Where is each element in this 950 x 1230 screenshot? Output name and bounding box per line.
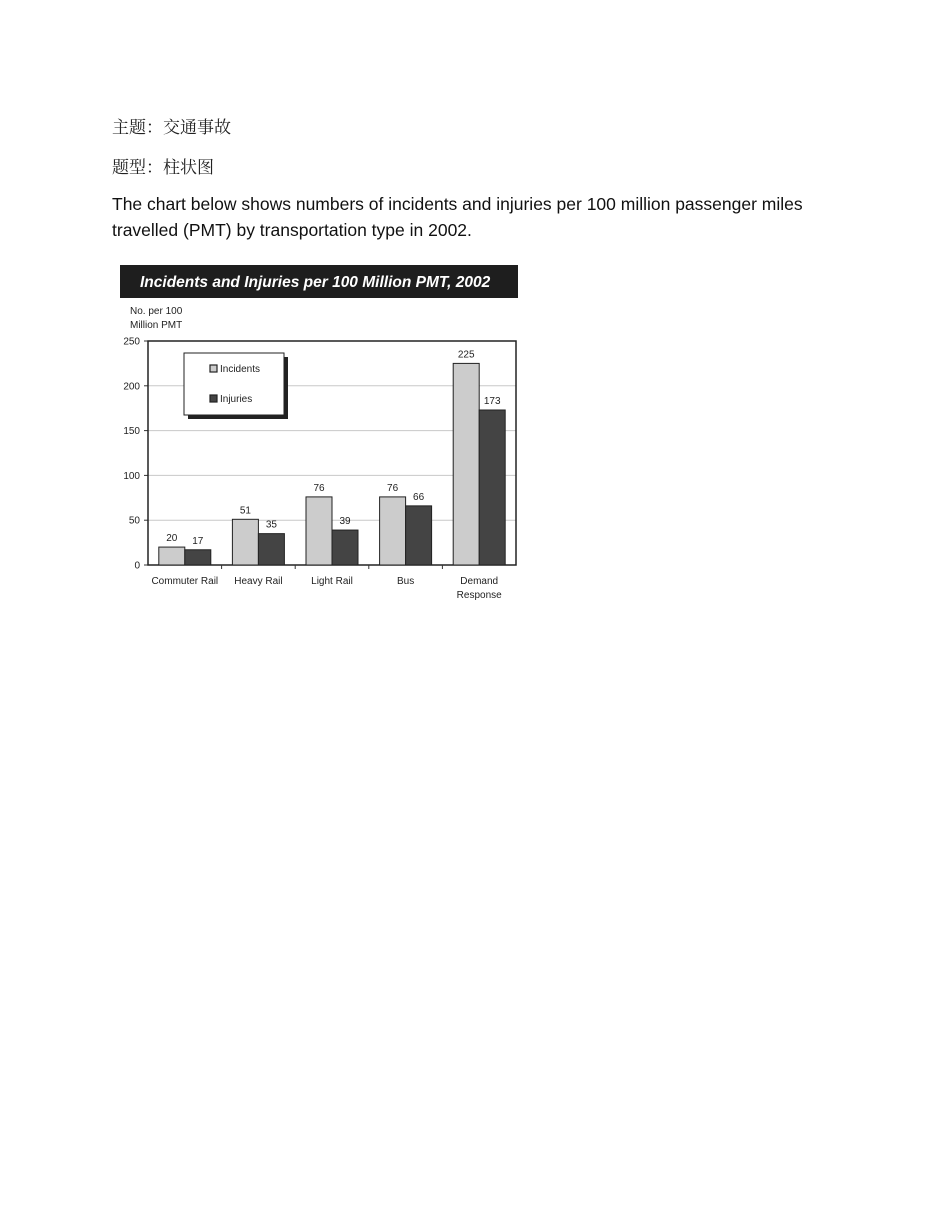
question-type-value: 柱状图 xyxy=(163,158,214,178)
y-axis-label: Million PMT xyxy=(130,320,183,331)
data-label: 173 xyxy=(483,395,501,407)
x-tick-label: Response xyxy=(456,590,502,601)
x-tick-label: Commuter Rail xyxy=(151,576,219,587)
bar-injuries xyxy=(406,506,432,565)
data-label: 39 xyxy=(339,516,351,528)
y-axis-label: No. per 100 xyxy=(130,306,183,317)
y-tick-label: 250 xyxy=(123,336,140,348)
data-label: 17 xyxy=(192,535,204,547)
data-label: 225 xyxy=(457,349,475,361)
bar-injuries xyxy=(332,530,358,565)
question-type-label: 题型： xyxy=(112,158,163,178)
y-tick-label: 0 xyxy=(134,560,140,572)
legend-swatch-injuries xyxy=(210,395,217,402)
data-label: 35 xyxy=(265,519,277,531)
x-tick-label: Heavy Rail xyxy=(234,576,283,587)
bar-injuries xyxy=(479,410,505,565)
chart-container xyxy=(120,265,520,605)
intro-text: The chart below shows numbers of incidents and injuries per 100 million passenger miles travelled (PMT) by transportation type in 2002. xyxy=(112,194,803,240)
legend-label-incidents: Incidents xyxy=(220,364,261,375)
bar-incidents xyxy=(306,497,332,565)
bar-chart xyxy=(120,265,520,605)
bar-incidents xyxy=(453,363,479,565)
x-tick-label: Bus xyxy=(396,576,415,587)
question-type-line xyxy=(112,153,214,178)
legend-box xyxy=(184,353,284,415)
legend-label-injuries: Injuries xyxy=(220,394,253,405)
bar-injuries xyxy=(185,550,211,565)
data-label: 76 xyxy=(313,482,325,494)
bar-incidents xyxy=(159,547,185,565)
topic-value: 交通事故 xyxy=(163,118,231,138)
data-label: 20 xyxy=(166,533,178,545)
bar-injuries xyxy=(258,534,284,565)
topic-line xyxy=(112,113,231,138)
y-tick-label: 50 xyxy=(128,515,140,527)
y-tick-label: 100 xyxy=(123,470,140,482)
data-label: 66 xyxy=(413,491,425,503)
bar-incidents xyxy=(232,519,258,565)
data-label: 76 xyxy=(387,482,399,494)
y-tick-label: 150 xyxy=(123,426,140,438)
chart-title: Incidents and Injuries per 100 Million PMT, 2002 xyxy=(140,274,491,291)
y-tick-label: 200 xyxy=(123,381,140,393)
data-label: 51 xyxy=(239,505,251,517)
x-tick-label: Light Rail xyxy=(311,576,353,587)
legend-swatch-incidents xyxy=(210,365,217,372)
bar-incidents xyxy=(380,497,406,565)
topic-label: 主题： xyxy=(112,118,163,138)
x-tick-label: Demand xyxy=(460,576,499,587)
